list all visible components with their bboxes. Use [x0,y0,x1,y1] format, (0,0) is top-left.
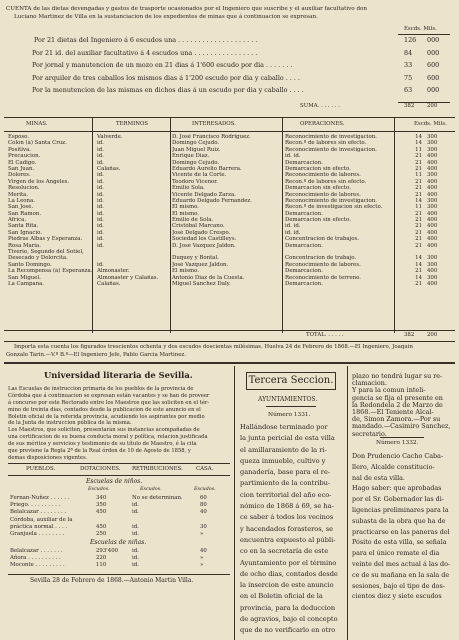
table-cell-escudos: 21 [415,268,422,275]
text-line: la insercion de este anuncio [240,581,334,590]
text-line: co en la secretaría de este [240,547,329,556]
text-line: nómico de 1868 á 69, se ha- [240,502,334,511]
table-cell-interesado: Antonio Diaz de la Cuesta. [172,274,245,281]
cost-line-milesimas: 600 [427,73,440,82]
header-terminos: TERMINOS [116,121,149,127]
table-cell-termino: Calañas. [97,165,121,172]
text-line: plazo no tendrá lugar su re- [352,372,443,380]
table-cell-mina: El Cadigo. [8,159,37,166]
paragraph-line: Las Escuelas de instruccion primaria de los pueblos de la provincia de [8,386,194,392]
table-cell-mina: Santo Domingo. [8,261,52,268]
table-header-rule [4,131,455,132]
table-cell-operacion: id. id. [285,229,301,236]
col-divider [282,117,283,333]
table-cell-termino: id. [97,217,104,224]
paragraph-line: Los Maestros, que soliciten, presentarán sus instancias acompañadas de [8,427,200,434]
table-cell-termino: id. [97,185,104,192]
text-line: Y para la comun inteli- [352,386,426,395]
text-line: la junta pericial de esta villa [240,434,335,443]
text-line: Don Prudencio Cacho Caba- [352,452,444,460]
table-cell-escudos: 21 [415,178,422,185]
table-cell-milesimas: 400 [427,223,438,230]
table-cell-mina: San Juan. [8,165,35,172]
text-line: 1868.—El Teniente Alcal- [352,407,434,416]
table-cell-milesimas: 300 [427,140,438,147]
ninos-row-pueblo: Granjuela . . . . . . . . [10,531,65,537]
text-line: secretario. [352,429,387,438]
table-cell-mina: Precaucion. [8,153,41,160]
ninas-row-pueblo: Moconte . . . . . . . . . [10,562,65,569]
operaciones-column [285,134,394,287]
table-cell-interesado: Vicente de la Corte. [172,172,227,179]
cost-line-escudos: 63 [404,86,413,94]
table-cell-operacion: Demarcacion. [285,159,323,166]
table-cell-escudos: 21 [415,210,422,217]
table-cell-escudos: 21 [415,217,422,224]
table-cell-termino: id. [97,172,104,179]
ninos-row-retribucion: id. [132,509,139,516]
text-line: la Redondela 2 de Marzo de [352,400,443,409]
table-cell-interesado: Domingo Cejudo. [172,140,220,147]
table-cell-termino: Calañas. [97,280,121,287]
numero-1332: Número 1332. [376,440,419,446]
minas-column [8,134,92,287]
terminos-column [97,134,170,287]
uni-table-top-rule [8,463,230,464]
table-cell-milesimas: 300 [427,134,438,140]
text-line: llero, Alcalde constitucio- [352,462,435,471]
table-cell-escudos: 21 [415,280,422,287]
table-cell-mina: Merita. [8,191,29,198]
table-cell-mina: La Campana. [8,280,45,287]
table-cell-termino: id. [97,159,104,166]
table-cell-operacion: Demarcacion sin efecto. [285,217,351,224]
table-cell-interesado: Eduardo Delgado Fernandez. [172,197,252,204]
table-cell-interesado: D. José Francisco Rodriguez. [172,134,251,140]
sub-escudos: Escudos. [194,487,216,492]
cost-line-text: Por jornal y manutencion de un mozo en 21 dias á 1'600 escudo por dia . . . . . . . [32,61,293,69]
text-line: para el único remate el dia [352,549,440,558]
table-cell-interesado: El mismo. [172,210,199,217]
table-cell-escudos: 14 [415,274,422,281]
ninas-row-casa: » [200,555,204,562]
table-cell-termino: id. [97,197,104,204]
ninas-row-casa: 40 [200,548,207,554]
table-cell-escudos: 21 [415,229,422,236]
table-cell-interesado: El mismo. [172,204,199,211]
table-cell-mina: Africa. [8,217,27,224]
ninos-row-casa: » [200,531,204,537]
table-cell-termino: id. [97,242,104,249]
table-cell-mina: Positiva. [8,146,32,153]
ninas-row-pueblo: Añora . . . . . . . . . . [10,555,61,562]
cost-line-escudos: 33 [404,61,413,69]
table-cell-operacion: Demarcacion. [285,280,323,287]
table-cell-milesimas: 400 [427,268,438,275]
table-cell-termino: id. [97,236,104,243]
ninos-row-retribucion: id. [132,531,139,537]
sum-escudos: 382 [404,103,415,109]
table-cell-termino: Almonaster y Calañas. [97,274,159,281]
col-dotaciones: DOTACIONES. [80,466,121,472]
text-line: clamacion. [352,379,387,388]
table-cell-interesado: Domingo Cejudo. [172,159,220,166]
paragraph-line: una certificacion de su buena conducta moral y política, relacion justificada [8,434,208,441]
table-cell-termino: Almonaster. [97,268,130,275]
table-cell-mina: Dolores. [8,172,31,179]
text-line: partimiento de la contribu- [240,479,331,488]
table-cell-escudos: 21 [415,185,422,192]
table-cell-interesado: Juan Miguel Ruiz. [172,146,221,153]
ninos-row-casa: 30 [200,523,207,530]
header-escds: Escds. Mils. [414,121,447,127]
ninos-row-casa: 60 [200,495,207,501]
table-cell-milesimas: 300 [427,261,438,268]
total-escudos: 382 [404,332,415,338]
table-cell-operacion: Reconocimiento de labores. [285,172,361,179]
text-line: que de no verificarlo en otro [240,626,336,635]
table-top-rule [4,117,455,118]
table-cell-operacion: Reconocimiento de investigacion. [285,134,377,140]
table-cell-escudos: 14 [415,140,422,147]
paragraph-line: mino de treinta dias, contados desde la publicacion de este anuncio en el [8,406,201,413]
table-cell-mina: San José. [8,204,34,211]
col-pueblos: PUEBLOS. [26,466,56,472]
cost-line-milesimas: 600 [427,61,440,69]
right-text-2 [352,452,450,603]
ninos-row-dotacion: 340 [96,495,107,501]
table-cell-milesimas: 400 [427,229,438,236]
heading-rule [266,406,316,407]
cost-line-escudos: 126 [404,36,417,44]
table-cell-operacion: Recon.º de investigacion sin efecto. [285,204,383,211]
table-cell-termino: id. [97,204,104,211]
currency-rule [398,34,450,35]
ninos-row-pueblo: Belalcazar . . . . . . . . [10,509,67,516]
table-cell-operacion: Demarcacion. [285,210,323,217]
table-cell-interesado: Emilio de Sola. [172,217,214,224]
table-cell-milesimas: 400 [427,210,438,217]
account-footer-2: Gonzalo Tarin.—V.º B.º—El Ingeniero Jefe, Pablo Garcia Martinez. [6,352,186,358]
table-cell-milesimas: 400 [427,178,438,185]
text-line: practicarse en las paneras del [352,527,450,536]
text-line: veinte del mes actual á las do- [352,559,451,568]
table-cell-mina: San Miguel. [8,274,41,281]
text-line: Ayuntamiento por el término [240,558,337,567]
table-cell-interesado: Emilio Sola. [172,185,205,192]
ayuntamientos-heading: AYUNTAMIENTOS. [258,396,318,403]
right-text-1 [352,372,450,437]
col-divider [92,117,93,333]
table-cell-escudos: 11 [415,146,422,153]
cost-line-text: Por arquiler de tres caballos los mismos dias á 1'200 escudo por dia y caballo . . . . [32,73,300,82]
ninas-row-retribucion: id. [132,562,139,569]
text-line: encuentra expuesto al públi- [240,535,336,544]
table-cell-interesado: Eduardo Aurelio Barrera. [172,165,242,172]
table-cell-milesimas: 400 [427,165,438,172]
university-signature: Sevilla 28 de Febrero de 1868.—Antonio Martin Villa. [30,577,194,584]
table-cell-escudos: 21 [415,236,422,243]
sub-escudos: Escudos. [88,487,110,492]
column-rule [347,366,348,640]
text-line: cientos diez y siete escudos [352,592,442,601]
table-cell-escudos: 21 [415,223,422,230]
text-line: sesiones, bajo el tipo de dos- [352,581,445,590]
header-operaciones: OPERACIONES. [300,121,345,127]
text-line: nal de esta villa. [352,473,405,482]
ninas-row-dotacion: 110 [96,562,107,569]
paragraph-line: Boletin oficial de la referida provincia, acudiendo los aspirantes por medio [8,413,205,420]
ninos-row-dotacion: 450 [96,509,107,516]
milesimas-column [427,134,449,287]
table-cell-termino: id. [97,223,104,230]
paragraph-line: Córdoba que á continuacion se expresan están vacantes y se han de proveer [8,392,210,399]
account-heading-line1: CUENTA de las dietas devengadas y gastos de trasporte ocasionados por el Ingeniero que suscribe y el auxiliar facultativo don [6,6,368,12]
text-line: Hallándose terminado por [240,423,328,431]
table-cell-operacion: Reconocimiento de terreno. [285,274,361,281]
header-minas: MINAS. [26,121,48,127]
column-rule [234,366,235,640]
text-line: Pósito de esta villa, se señala [352,538,447,547]
cost-line-milesimas: 000 [427,86,440,94]
col-divider [394,117,395,333]
table-cell-interesado: Sociedad los Castilleys. [172,236,237,243]
table-cell-operacion: Reconocimiento de labores. [285,191,361,198]
table-cell-escudos: 14 [415,134,422,140]
ninos-row-pueblo: Fernan-Nuñez . . . . . . [10,495,70,501]
table-cell-mina: Rosa Maria. [8,242,41,249]
text-line: de ocho dias, contados desde [240,569,338,578]
total-label: TOTAL. . . . . . [306,332,344,338]
col-divider [170,117,171,333]
notice-rule [380,437,424,438]
text-line: ce saber á todos los vecinos [240,513,334,522]
table-cell-termino: id. [97,261,104,268]
interesados-column [172,134,282,287]
table-cell-interesado: Miguel Sanchez Daly. [172,280,231,287]
table-bottom-rule [4,330,455,331]
text-line: ganadería, base para el re- [240,468,331,477]
table-cell-milesimas: 400 [427,153,438,160]
paragraph-line: que previene la Regla 2ª de la Real órden de 10 de Agosto de 1858, y [8,448,191,455]
table-cell-operacion: Concentracion de trabajos. [285,236,360,243]
table-cell-termino: id. [97,146,104,153]
table-cell-mina: San Ramon. [8,210,42,217]
cost-line-escudos: 75 [404,73,413,82]
table-cell-operacion: Recon.º de labores sin efecto. [285,178,367,185]
ninos-row-dotacion: 450 [96,523,107,530]
currency-header: Escds. Mils. [404,26,437,32]
table-cell-milesimas: 300 [427,204,438,211]
text-line: ligencias preliminares para la [352,505,449,514]
table-cell-milesimas: 300 [427,172,438,179]
cost-line-milesimas: 000 [427,36,440,44]
section-ninas: Escuelas de niñas. [90,539,147,546]
table-cell-escudos: 11 [415,172,422,179]
sum-milesimas: 200 [427,103,438,109]
table-cell-mina: Colon (á) Santa Cruz. [8,140,67,147]
cost-line-text: Por 21 id. del auxiliar facultativo á 4 escudos una . . . . . . . . . . . . . . . . [32,48,258,57]
table-cell-operacion: Demarcacion. [285,242,323,249]
ninos-row-casa: 40 [200,509,207,516]
table-cell-interesado: José Vazquez Jaldon. [172,261,229,268]
paragraph-line: de la Junta de instruccion pública de la misma. [8,420,132,427]
text-line: en el Boletin oficial de la [240,592,323,601]
table-cell-operacion: Demarcacion sin efecto. [285,185,351,192]
table-cell-mina: Resolucion. [8,185,40,192]
table-cell-escudos: 14 [415,261,422,268]
section-title-box [246,372,336,390]
text-line: provincia, para la deduccion [240,603,336,612]
table-cell-operacion: id. id. [285,223,301,230]
ninos-row-casa: 80 [200,502,207,509]
table-cell-termino: id. [97,229,104,236]
ninas-row-dotacion: 220 [96,555,107,562]
ninos-row-pueblo: práctica normal . . . . [10,523,68,530]
ninas-row-casa: » [200,562,204,569]
section-divider [4,362,455,364]
numero-1331: Número 1331. [268,412,311,418]
table-cell-interesado: Enrique Diaz. [172,153,210,160]
table-cell-operacion: Concentracion de trabajo. [285,255,357,262]
text-line: ce de su mañana en la sala de [352,570,450,579]
ninos-row-dotacion: 350 [96,502,107,509]
ninos-row-dotacion: 250 [96,531,107,537]
paragraph-line: de sus méritos y servicios y testimonio de su título de Maestro, é la cita [8,441,197,448]
table-cell-operacion: Demarcacion. [285,268,323,275]
uni-table-bottom-rule [8,574,230,575]
ninas-row-dotacion: 293'400 [96,548,119,554]
text-line: por el Sr. Gobernador las di- [352,495,444,504]
uni-table-header-rule [8,475,230,476]
table-cell-escudos: 14 [415,255,422,262]
table-cell-mina: La Leona. [8,197,35,204]
table-cell-milesimas: 400 [427,236,438,243]
ninos-row-retribucion: id. [132,502,139,509]
paragraph-line: á concurso por este Rectorado entre los Maestros que las soliciten en el tér- [8,399,210,406]
account-footer-1: Importa esta cuenta los figurados trescientos ochenta y dos escudos doscientas milésimas. Huelva 24 de Febrero de 1868.—El Ingeniero, Joaquin [14,344,413,350]
text-line: de agravios, bajo el concepto [240,615,338,624]
total-milesimas: 200 [427,332,438,338]
table-cell-interesado: D. José Vazquez Jaldon. [172,242,236,249]
table-cell-interesado: El mismo. [172,268,199,275]
table-cell-escudos: 21 [415,242,422,249]
text-line: cion territorial del año eco- [240,490,332,499]
table-cell-interesado: Cristóbal Marcano. [172,223,225,230]
table-cell-operacion: Reconocimiento de labores. [285,261,361,268]
text-line: subasta de la obra que ha de [352,516,446,525]
text-line: y hacendados forasteros, se [240,524,334,533]
table-cell-milesimas: 300 [427,255,438,262]
table-cell-operacion: Reconocimiento de investigacion. [285,197,377,204]
table-cell-escudos: 21 [415,159,422,166]
header-interesados: INTERESADOS. [192,121,236,127]
escudos-column [404,134,422,287]
ninas-row-retribucion: id. [132,548,139,554]
total-rule [4,341,455,342]
table-cell-interesado: Duquey y Bontal. [172,255,219,262]
table-cell-interesado: Teodoro Vicenor. [172,178,218,185]
table-cell-milesimas: 300 [427,197,438,204]
section-title: Tercera Seccion. [248,375,334,386]
text-line: de, Simon Zamora.—Por su [352,415,441,424]
text-line: el amillaramiento de la ri- [240,445,327,454]
university-paragraph [8,386,209,462]
table-cell-milesimas: 400 [427,280,438,287]
account-heading-line2: Luciano Martinez de Villa en la sustanciacion de los expedientes de minas que á continuacion se expresan. [14,14,318,20]
table-cell-escudos: 11 [415,204,422,211]
table-cell-escudos: 14 [415,197,422,204]
sum-label: SUMA. . . . . . . [300,103,340,109]
cost-line-milesimas: 000 [427,48,440,57]
university-title: Universidad literaria de Sevilla. [44,370,193,380]
tercera-text [240,424,338,639]
table-cell-milesimas: 400 [427,185,438,192]
table-cell-milesimas: 400 [427,191,438,198]
table-cell-interesado: José Delgado Crespo. [172,229,231,236]
table-cell-termino: Valverde. [97,134,123,140]
table-cell-termino: id. [97,153,104,160]
table-cell-milesimas: 300 [427,274,438,281]
table-cell-milesimas: 400 [427,159,438,166]
cost-line-escudos: 84 [404,48,413,57]
table-cell-mina: Santa Rita. [8,223,39,230]
table-cell-operacion: Reconocimiento de investigacion. [285,146,377,153]
text-line: queza inmueble, cultivo y [240,456,326,465]
table-cell-milesimas: 300 [427,146,438,153]
text-line: gencia se fija el presente en [352,393,443,402]
section-ninos: Escuelas de niños. [86,478,143,485]
col-casa: CASA. [196,466,214,472]
col-retribuciones: RETRIBUCIONES. [132,466,183,472]
text-line: mandado.—Casimiro Sanchez, [352,422,451,431]
ninas-row-retribucion: id. [132,555,139,562]
table-cell-escudos: 21 [415,165,422,172]
table-cell-escudos: 21 [415,191,422,198]
table-cell-termino: id. [97,178,104,185]
table-cell-mina: Tiverio, Segundo del Sotiel, [8,249,84,256]
table-cell-mina: Virgen de los Angeles. [8,178,70,185]
table-cell-termino: id. [97,210,104,217]
table-cell-milesimas: 400 [427,217,438,224]
ninos-row-pueblo: Priego. . . . . . . . . . [10,502,61,509]
table-cell-termino: id. [97,140,104,147]
table-cell-mina: Esposo. [8,134,30,140]
sub-escudos: Escudos. [140,487,162,492]
table-cell-operacion: Recon.º de labores sin efecto. [285,140,367,147]
table-cell-milesimas: 400 [427,242,438,249]
table-cell-mina: Piedras Albas y Esperanza. [8,236,83,243]
ninos-row-pueblo: Córdoba, auxiliar de la [10,516,73,523]
text-line: Hago saber: que aprobadas [352,484,442,493]
table-cell-termino: id. [97,191,104,198]
table-cell-operacion: Demarcacion sin efecto. [285,165,351,172]
ninas-row-pueblo: Belalcazar . . . . . . . [10,548,63,554]
table-cell-mina: Desecado y Dolorcita. [8,255,68,262]
table-cell-mina: La Recompensa (á) Esperanza. [8,268,92,275]
ninos-row-retribucion: No se determinan. [132,495,183,501]
ninos-row-retribucion: id. [132,523,139,530]
cost-line-text: Por la menutencion de las mismas en dichos dias á un escudo por dia y caballo . . . . [32,86,304,94]
cost-line-text: Por 21 dietas del Ingeniero á 6 escudos una . . . . . . . . . . . . . . . . . . . . [34,36,258,44]
table-cell-mina: San Ignacio. [8,229,42,236]
table-cell-escudos: 21 [415,153,422,160]
table-cell-operacion: id. id. [285,153,301,160]
paragraph-line: demas disposiciones vigentes. [8,454,88,461]
table-cell-interesado: Vicente Delgado Zarza. [172,191,236,198]
